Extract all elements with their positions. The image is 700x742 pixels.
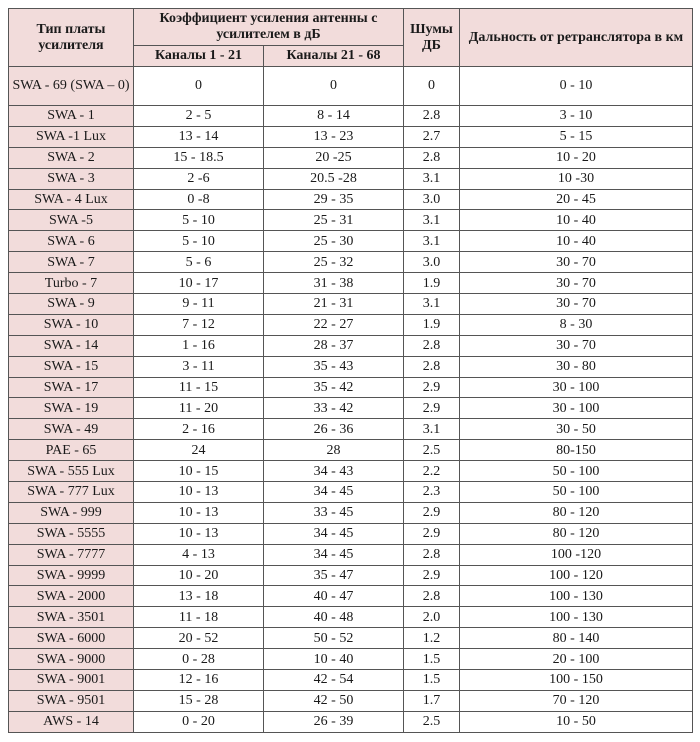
cell-gain-ch-21-68: 25 - 31 bbox=[264, 210, 404, 231]
cell-noise: 2.9 bbox=[404, 398, 460, 419]
cell-board-type: SWA - 9999 bbox=[9, 565, 134, 586]
cell-gain-ch-1-21: 15 - 28 bbox=[134, 690, 264, 711]
cell-board-type: AWS - 14 bbox=[9, 711, 134, 732]
cell-gain-ch-1-21: 5 - 10 bbox=[134, 210, 264, 231]
cell-board-type: SWA - 49 bbox=[9, 419, 134, 440]
cell-noise: 1.5 bbox=[404, 670, 460, 691]
cell-gain-ch-21-68: 0 bbox=[264, 67, 404, 106]
cell-gain-ch-21-68: 40 - 48 bbox=[264, 607, 404, 628]
cell-noise: 1.7 bbox=[404, 690, 460, 711]
cell-noise: 2.7 bbox=[404, 126, 460, 147]
cell-gain-ch-1-21: 10 - 13 bbox=[134, 482, 264, 503]
cell-board-type: SWA - 4 Lux bbox=[9, 189, 134, 210]
cell-gain-ch-1-21: 1 - 16 bbox=[134, 335, 264, 356]
cell-range: 100 - 120 bbox=[460, 565, 693, 586]
cell-board-type: SWA - 2000 bbox=[9, 586, 134, 607]
cell-range: 30 - 50 bbox=[460, 419, 693, 440]
cell-noise: 2.8 bbox=[404, 356, 460, 377]
table-row bbox=[9, 461, 693, 482]
cell-board-type: SWA - 6000 bbox=[9, 628, 134, 649]
cell-noise: 3.1 bbox=[404, 419, 460, 440]
cell-board-type: SWA -5 bbox=[9, 210, 134, 231]
cell-gain-ch-21-68: 13 - 23 bbox=[264, 126, 404, 147]
cell-gain-ch-21-68: 31 - 38 bbox=[264, 273, 404, 294]
table-row bbox=[9, 565, 693, 586]
cell-range: 80 - 140 bbox=[460, 628, 693, 649]
cell-gain-ch-21-68: 22 - 27 bbox=[264, 314, 404, 335]
cell-board-type: SWA - 10 bbox=[9, 314, 134, 335]
cell-range: 30 - 70 bbox=[460, 294, 693, 315]
cell-range: 100 - 130 bbox=[460, 607, 693, 628]
cell-gain-ch-21-68: 40 - 47 bbox=[264, 586, 404, 607]
cell-range: 50 - 100 bbox=[460, 482, 693, 503]
table-row bbox=[9, 231, 693, 252]
table-row bbox=[9, 607, 693, 628]
cell-gain-ch-1-21: 24 bbox=[134, 440, 264, 461]
cell-range: 10 - 40 bbox=[460, 210, 693, 231]
table-row bbox=[9, 147, 693, 168]
cell-range: 30 - 70 bbox=[460, 335, 693, 356]
cell-noise: 3.0 bbox=[404, 189, 460, 210]
cell-gain-ch-21-68: 50 - 52 bbox=[264, 628, 404, 649]
cell-gain-ch-21-68: 35 - 47 bbox=[264, 565, 404, 586]
cell-noise: 2.5 bbox=[404, 440, 460, 461]
cell-gain-ch-21-68: 34 - 43 bbox=[264, 461, 404, 482]
cell-board-type: PAE - 65 bbox=[9, 440, 134, 461]
cell-noise: 0 bbox=[404, 67, 460, 106]
cell-range: 100 -120 bbox=[460, 544, 693, 565]
table-row bbox=[9, 210, 693, 231]
cell-gain-ch-21-68: 35 - 43 bbox=[264, 356, 404, 377]
cell-gain-ch-1-21: 11 - 20 bbox=[134, 398, 264, 419]
cell-range: 10 - 50 bbox=[460, 711, 693, 732]
table-row bbox=[9, 377, 693, 398]
cell-gain-ch-1-21: 0 -8 bbox=[134, 189, 264, 210]
table-row bbox=[9, 356, 693, 377]
cell-board-type: SWA -1 Lux bbox=[9, 126, 134, 147]
cell-gain-ch-1-21: 2 - 16 bbox=[134, 419, 264, 440]
table-row bbox=[9, 628, 693, 649]
cell-board-type: SWA - 9001 bbox=[9, 670, 134, 691]
header-noise: Шумы ДБ bbox=[404, 9, 460, 67]
cell-range: 10 - 40 bbox=[460, 231, 693, 252]
cell-board-type: SWA - 17 bbox=[9, 377, 134, 398]
table-row bbox=[9, 523, 693, 544]
table-row bbox=[9, 482, 693, 503]
cell-gain-ch-1-21: 2 -6 bbox=[134, 168, 264, 189]
table-row bbox=[9, 440, 693, 461]
cell-gain-ch-1-21: 11 - 15 bbox=[134, 377, 264, 398]
cell-range: 10 - 20 bbox=[460, 147, 693, 168]
cell-noise: 2.9 bbox=[404, 523, 460, 544]
cell-range: 30 - 100 bbox=[460, 398, 693, 419]
cell-noise: 3.0 bbox=[404, 252, 460, 273]
table-row bbox=[9, 502, 693, 523]
cell-range: 8 - 30 bbox=[460, 314, 693, 335]
cell-gain-ch-21-68: 20.5 -28 bbox=[264, 168, 404, 189]
cell-gain-ch-21-68: 21 - 31 bbox=[264, 294, 404, 315]
cell-gain-ch-1-21: 4 - 13 bbox=[134, 544, 264, 565]
cell-noise: 2.5 bbox=[404, 711, 460, 732]
cell-gain-ch-1-21: 13 - 14 bbox=[134, 126, 264, 147]
table-row bbox=[9, 690, 693, 711]
amplifier-specs-table bbox=[8, 8, 693, 733]
cell-board-type: SWA - 69 (SWA – 0) bbox=[9, 67, 134, 106]
cell-board-type: SWA - 999 bbox=[9, 502, 134, 523]
cell-board-type: SWA - 777 Lux bbox=[9, 482, 134, 503]
table-row bbox=[9, 252, 693, 273]
table-row bbox=[9, 711, 693, 732]
cell-noise: 1.9 bbox=[404, 314, 460, 335]
table-row bbox=[9, 168, 693, 189]
cell-range: 5 - 15 bbox=[460, 126, 693, 147]
header-channels-1-21: Каналы 1 - 21 bbox=[134, 46, 264, 67]
cell-range: 20 - 100 bbox=[460, 649, 693, 670]
cell-gain-ch-21-68: 28 - 37 bbox=[264, 335, 404, 356]
cell-noise: 2.8 bbox=[404, 586, 460, 607]
cell-range: 30 - 70 bbox=[460, 273, 693, 294]
cell-gain-ch-21-68: 42 - 54 bbox=[264, 670, 404, 691]
cell-gain-ch-1-21: 10 - 13 bbox=[134, 502, 264, 523]
cell-gain-ch-21-68: 42 - 50 bbox=[264, 690, 404, 711]
cell-gain-ch-1-21: 13 - 18 bbox=[134, 586, 264, 607]
cell-board-type: SWA - 19 bbox=[9, 398, 134, 419]
cell-gain-ch-21-68: 26 - 36 bbox=[264, 419, 404, 440]
table-body bbox=[9, 67, 693, 733]
cell-gain-ch-1-21: 2 - 5 bbox=[134, 106, 264, 127]
cell-board-type: SWA - 9501 bbox=[9, 690, 134, 711]
cell-range: 100 - 130 bbox=[460, 586, 693, 607]
cell-range: 3 - 10 bbox=[460, 106, 693, 127]
cell-gain-ch-1-21: 7 - 12 bbox=[134, 314, 264, 335]
cell-board-type: SWA - 6 bbox=[9, 231, 134, 252]
cell-noise: 2.2 bbox=[404, 461, 460, 482]
cell-board-type: SWA - 9 bbox=[9, 294, 134, 315]
table-row bbox=[9, 106, 693, 127]
cell-range: 30 - 100 bbox=[460, 377, 693, 398]
table-row bbox=[9, 314, 693, 335]
table-row bbox=[9, 544, 693, 565]
cell-board-type: Turbo - 7 bbox=[9, 273, 134, 294]
cell-range: 100 - 150 bbox=[460, 670, 693, 691]
cell-gain-ch-21-68: 33 - 42 bbox=[264, 398, 404, 419]
table-row bbox=[9, 649, 693, 670]
cell-board-type: SWA - 1 bbox=[9, 106, 134, 127]
cell-gain-ch-21-68: 29 - 35 bbox=[264, 189, 404, 210]
cell-board-type: SWA - 7 bbox=[9, 252, 134, 273]
cell-gain-ch-1-21: 10 - 20 bbox=[134, 565, 264, 586]
cell-noise: 3.1 bbox=[404, 294, 460, 315]
cell-range: 0 - 10 bbox=[460, 67, 693, 106]
cell-board-type: SWA - 3 bbox=[9, 168, 134, 189]
cell-gain-ch-21-68: 33 - 45 bbox=[264, 502, 404, 523]
cell-noise: 2.9 bbox=[404, 565, 460, 586]
cell-noise: 3.1 bbox=[404, 231, 460, 252]
cell-gain-ch-21-68: 25 - 30 bbox=[264, 231, 404, 252]
cell-gain-ch-1-21: 10 - 13 bbox=[134, 523, 264, 544]
header-gain: Коэффициент усиления антенны с усилителем в дБ bbox=[134, 9, 404, 46]
cell-noise: 3.1 bbox=[404, 210, 460, 231]
cell-gain-ch-1-21: 0 bbox=[134, 67, 264, 106]
cell-gain-ch-1-21: 10 - 17 bbox=[134, 273, 264, 294]
cell-range: 80-150 bbox=[460, 440, 693, 461]
cell-board-type: SWA - 7777 bbox=[9, 544, 134, 565]
table-row bbox=[9, 294, 693, 315]
cell-noise: 1.5 bbox=[404, 649, 460, 670]
cell-range: 80 - 120 bbox=[460, 523, 693, 544]
header-range: Дальность от ретранслятора в км bbox=[460, 9, 693, 67]
cell-board-type: SWA - 555 Lux bbox=[9, 461, 134, 482]
cell-gain-ch-21-68: 34 - 45 bbox=[264, 544, 404, 565]
cell-gain-ch-21-68: 35 - 42 bbox=[264, 377, 404, 398]
cell-noise: 2.8 bbox=[404, 544, 460, 565]
cell-gain-ch-21-68: 26 - 39 bbox=[264, 711, 404, 732]
cell-board-type: SWA - 3501 bbox=[9, 607, 134, 628]
cell-noise: 1.9 bbox=[404, 273, 460, 294]
cell-board-type: SWA - 2 bbox=[9, 147, 134, 168]
cell-gain-ch-21-68: 34 - 45 bbox=[264, 482, 404, 503]
cell-board-type: SWA - 14 bbox=[9, 335, 134, 356]
cell-gain-ch-1-21: 12 - 16 bbox=[134, 670, 264, 691]
header-channels-21-68: Каналы 21 - 68 bbox=[264, 46, 404, 67]
cell-range: 30 - 80 bbox=[460, 356, 693, 377]
table-row bbox=[9, 670, 693, 691]
table-row bbox=[9, 398, 693, 419]
cell-gain-ch-21-68: 28 bbox=[264, 440, 404, 461]
table-row bbox=[9, 335, 693, 356]
table-row bbox=[9, 126, 693, 147]
cell-gain-ch-1-21: 9 - 11 bbox=[134, 294, 264, 315]
cell-range: 80 - 120 bbox=[460, 502, 693, 523]
table-row bbox=[9, 273, 693, 294]
cell-range: 20 - 45 bbox=[460, 189, 693, 210]
cell-gain-ch-1-21: 20 - 52 bbox=[134, 628, 264, 649]
table-row bbox=[9, 586, 693, 607]
cell-range: 70 - 120 bbox=[460, 690, 693, 711]
cell-noise: 3.1 bbox=[404, 168, 460, 189]
cell-noise: 2.8 bbox=[404, 106, 460, 127]
cell-noise: 2.0 bbox=[404, 607, 460, 628]
cell-noise: 2.9 bbox=[404, 502, 460, 523]
cell-noise: 2.9 bbox=[404, 377, 460, 398]
cell-board-type: SWA - 15 bbox=[9, 356, 134, 377]
cell-range: 10 -30 bbox=[460, 168, 693, 189]
table-row bbox=[9, 67, 693, 106]
cell-gain-ch-21-68: 8 - 14 bbox=[264, 106, 404, 127]
cell-gain-ch-1-21: 11 - 18 bbox=[134, 607, 264, 628]
table-row bbox=[9, 419, 693, 440]
amplifier-table-container bbox=[8, 8, 693, 733]
cell-noise: 2.8 bbox=[404, 147, 460, 168]
cell-gain-ch-1-21: 0 - 28 bbox=[134, 649, 264, 670]
cell-gain-ch-1-21: 15 - 18.5 bbox=[134, 147, 264, 168]
table-row bbox=[9, 189, 693, 210]
table-header bbox=[9, 9, 693, 67]
cell-gain-ch-1-21: 5 - 6 bbox=[134, 252, 264, 273]
cell-board-type: SWA - 9000 bbox=[9, 649, 134, 670]
cell-noise: 1.2 bbox=[404, 628, 460, 649]
cell-noise: 2.3 bbox=[404, 482, 460, 503]
cell-gain-ch-21-68: 25 - 32 bbox=[264, 252, 404, 273]
cell-gain-ch-21-68: 20 -25 bbox=[264, 147, 404, 168]
cell-gain-ch-21-68: 10 - 40 bbox=[264, 649, 404, 670]
cell-board-type: SWA - 5555 bbox=[9, 523, 134, 544]
cell-gain-ch-1-21: 5 - 10 bbox=[134, 231, 264, 252]
cell-gain-ch-21-68: 34 - 45 bbox=[264, 523, 404, 544]
cell-gain-ch-1-21: 0 - 20 bbox=[134, 711, 264, 732]
cell-noise: 2.8 bbox=[404, 335, 460, 356]
header-type: Тип платы усилителя bbox=[9, 9, 134, 67]
cell-gain-ch-1-21: 3 - 11 bbox=[134, 356, 264, 377]
cell-range: 50 - 100 bbox=[460, 461, 693, 482]
cell-range: 30 - 70 bbox=[460, 252, 693, 273]
cell-gain-ch-1-21: 10 - 15 bbox=[134, 461, 264, 482]
